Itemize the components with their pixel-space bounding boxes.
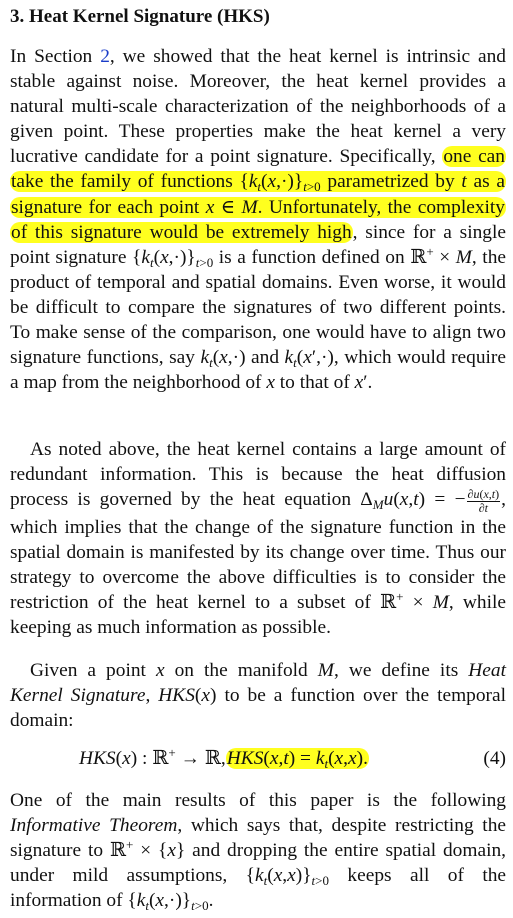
paragraph-1: In Section 2, we showed that the heat kernel is intrinsic and stable against noise. Moreover, the heat kernel provides a natural multi-scale characterization of the neighborhoods of a given point. These properties make the heat kernel a very lucrative candidate for a point signature. Specifically, one can take the family of functions $\{k_t(x,\cdot)\}_{t>0}$ parametrized by t as a signature for each point x ∈ M. Unfortunately, the complexity of this signature would be extremely high, since for a single point signature $\{k_t(x,\cdot)\}_{t>0}$ is a function defined on ℝ+ × M, the product of temporal and spatial domains. Even worse, it would be difficult to compare the signatures of two different points. To make sense of the comparison, one would have to align two signature functions, say $k_t(x,\cdot)$ and $k_t(x',\cdot)$, which would require a map from the neighborhood of x to that of x′. xyxy=(10,46,506,394)
section-link[interactable]: 2 xyxy=(100,46,110,67)
paragraph-4: One of the main results of this paper is the following Informative Theorem, which says that, despite restricting the signature to ℝ+ × {x} and dropping the entire spatial domain, under mild assumptions, $\{k_t(x,x)\}_{t>0}$ keeps all of the information of $\{k_t(x,\cdot)\}_{t>0}$. xyxy=(10,790,507,914)
highlight-2: $HKS(x,t) = k_t(x,x)$. xyxy=(226,748,368,771)
paragraph-2: As noted above, the heat kernel contains a large amount of redundant information. This is because the heat diffusion process is governed by the heat equation $\Delta_Mu(x,t)$ = − $\frac{\partial u(x,t)}{\partial t}$ , which implies that the change of the signature function in the spatial domain is manifested by its change over time. Thus our strategy to overcome the above difficulties is to consider the restriction of the heat kernel to a subset of ℝ+ × M, while keeping as much information as possible. xyxy=(10,439,506,639)
fraction: $\frac{\partial u(x,t)}{\partial t}$ xyxy=(467,486,500,515)
paragraph-3: Given a point x on the manifold M, we define its Heat Kernel Signature, HKS(x) to be a function over the temporal domain: xyxy=(10,660,506,732)
highlight-1: one can take the family of functions $\{k_t(x,\cdot)\}_{t>0}$ parametrized by t as a signature for each point x ∈ M. Unfortunately, the complexity of this signature would be extremely high xyxy=(11,146,505,243)
equation-number: (4) xyxy=(483,748,506,769)
section-heading: 3. Heat Kernel Signature (HKS) xyxy=(10,6,270,27)
